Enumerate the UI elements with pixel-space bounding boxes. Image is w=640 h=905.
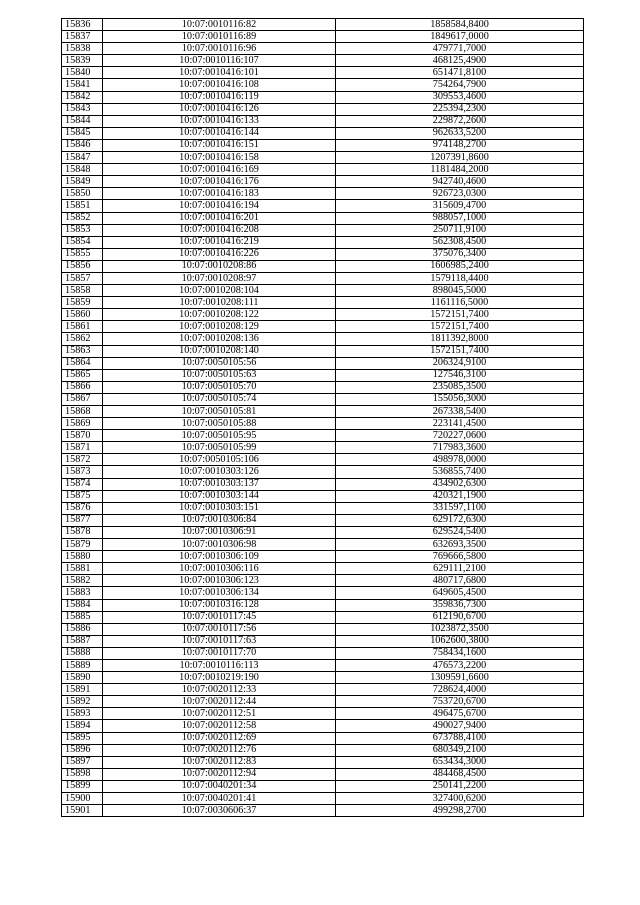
table-row bbox=[62, 744, 584, 756]
cadastral-number-cell: 10:07:0010416:201 bbox=[103, 212, 336, 224]
row-number-cell: 15856 bbox=[62, 260, 103, 272]
table-row bbox=[62, 514, 584, 526]
cadastral-value-cell: 717983,3600 bbox=[336, 442, 584, 454]
cadastral-value-cell: 309553,4600 bbox=[336, 91, 584, 103]
table-row bbox=[62, 684, 584, 696]
cadastral-number-cell: 10:07:0010416:176 bbox=[103, 176, 336, 188]
cadastral-number-cell: 10:07:0010306:109 bbox=[103, 551, 336, 563]
row-number-cell: 15891 bbox=[62, 684, 103, 696]
cadastral-number-cell: 10:07:0010416:126 bbox=[103, 103, 336, 115]
table-row bbox=[62, 321, 584, 333]
table-row bbox=[62, 127, 584, 139]
cadastral-value-cell: 250711,9100 bbox=[336, 224, 584, 236]
row-number-cell: 15846 bbox=[62, 139, 103, 151]
cadastral-value-cell: 480717,6800 bbox=[336, 575, 584, 587]
row-number-cell: 15884 bbox=[62, 599, 103, 611]
row-number-cell: 15850 bbox=[62, 188, 103, 200]
cadastral-value-cell: 499298,2700 bbox=[336, 805, 584, 817]
cadastral-number-cell: 10:07:0020112:44 bbox=[103, 696, 336, 708]
cadastral-value-cell: 229872,2600 bbox=[336, 115, 584, 127]
table-row bbox=[62, 272, 584, 284]
table-row bbox=[62, 478, 584, 490]
cadastral-number-cell: 10:07:0010416:183 bbox=[103, 188, 336, 200]
cadastral-value-cell: 680349,2100 bbox=[336, 744, 584, 756]
table-row bbox=[62, 611, 584, 623]
table-row bbox=[62, 623, 584, 635]
cadastral-number-cell: 10:07:0010303:151 bbox=[103, 502, 336, 514]
cadastral-value-cell: 1572151,7400 bbox=[336, 309, 584, 321]
cadastral-number-cell: 10:07:0010116:82 bbox=[103, 19, 336, 31]
cadastral-number-cell: 10:07:0010306:98 bbox=[103, 539, 336, 551]
cadastral-number-cell: 10:07:0010303:126 bbox=[103, 466, 336, 478]
cadastral-value-cell: 250141,2200 bbox=[336, 780, 584, 792]
row-number-cell: 15869 bbox=[62, 418, 103, 430]
cadastral-number-cell: 10:07:0010416:144 bbox=[103, 127, 336, 139]
table-row bbox=[62, 19, 584, 31]
cadastral-value-cell: 225394,2300 bbox=[336, 103, 584, 115]
row-number-cell: 15836 bbox=[62, 19, 103, 31]
cadastral-value-cell: 206324,9100 bbox=[336, 357, 584, 369]
cadastral-value-cell: 359836,7300 bbox=[336, 599, 584, 611]
cadastral-value-cell: 753720,6700 bbox=[336, 696, 584, 708]
cadastral-number-cell: 10:07:0010416:226 bbox=[103, 248, 336, 260]
cadastral-value-cell: 926723,0300 bbox=[336, 188, 584, 200]
cadastral-value-cell: 490027,9400 bbox=[336, 720, 584, 732]
table-row bbox=[62, 526, 584, 538]
table-row bbox=[62, 768, 584, 780]
table-row bbox=[62, 176, 584, 188]
cadastral-number-cell: 10:07:0010306:91 bbox=[103, 526, 336, 538]
table-row bbox=[62, 248, 584, 260]
table-row bbox=[62, 672, 584, 684]
table-row bbox=[62, 164, 584, 176]
row-number-cell: 15865 bbox=[62, 369, 103, 381]
cadastral-number-cell: 10:07:0010116:113 bbox=[103, 659, 336, 671]
cadastral-value-cell: 562308,4500 bbox=[336, 236, 584, 248]
cadastral-number-cell: 10:07:0050105:56 bbox=[103, 357, 336, 369]
cadastral-value-cell: 758434,1600 bbox=[336, 647, 584, 659]
table-row bbox=[62, 406, 584, 418]
row-number-cell: 15841 bbox=[62, 79, 103, 91]
cadastral-value-cell: 496475,6700 bbox=[336, 708, 584, 720]
cadastral-value-cell: 720227,0600 bbox=[336, 430, 584, 442]
row-number-cell: 15854 bbox=[62, 236, 103, 248]
row-number-cell: 15861 bbox=[62, 321, 103, 333]
cadastral-number-cell: 10:07:0020112:58 bbox=[103, 720, 336, 732]
cadastral-value-cell: 1811392,8000 bbox=[336, 333, 584, 345]
table-row bbox=[62, 575, 584, 587]
cadastral-number-cell: 10:07:0010416:108 bbox=[103, 79, 336, 91]
cadastral-number-cell: 10:07:0010117:63 bbox=[103, 635, 336, 647]
row-number-cell: 15889 bbox=[62, 659, 103, 671]
cadastral-number-cell: 10:07:0010416:208 bbox=[103, 224, 336, 236]
cadastral-number-cell: 10:07:0050105:95 bbox=[103, 430, 336, 442]
row-number-cell: 15845 bbox=[62, 127, 103, 139]
cadastral-number-cell: 10:07:0010306:84 bbox=[103, 514, 336, 526]
cadastral-number-cell: 10:07:0010208:140 bbox=[103, 345, 336, 357]
cadastral-number-cell: 10:07:0020112:69 bbox=[103, 732, 336, 744]
row-number-cell: 15860 bbox=[62, 309, 103, 321]
cadastral-number-cell: 10:07:0010306:134 bbox=[103, 587, 336, 599]
cadastral-value-cell: 420321,1900 bbox=[336, 490, 584, 502]
table-row bbox=[62, 212, 584, 224]
row-number-cell: 15885 bbox=[62, 611, 103, 623]
row-number-cell: 15872 bbox=[62, 454, 103, 466]
table-row bbox=[62, 152, 584, 164]
cadastral-value-cell: 651471,8100 bbox=[336, 67, 584, 79]
table-row bbox=[62, 502, 584, 514]
row-number-cell: 15898 bbox=[62, 768, 103, 780]
cadastral-value-cell: 1181484,2000 bbox=[336, 164, 584, 176]
table-row bbox=[62, 442, 584, 454]
cadastral-number-cell: 10:07:0010117:56 bbox=[103, 623, 336, 635]
row-number-cell: 15844 bbox=[62, 115, 103, 127]
table-row bbox=[62, 224, 584, 236]
row-number-cell: 15858 bbox=[62, 285, 103, 297]
cadastral-value-cell: 962633,5200 bbox=[336, 127, 584, 139]
cadastral-number-cell: 10:07:0010208:136 bbox=[103, 333, 336, 345]
row-number-cell: 15871 bbox=[62, 442, 103, 454]
table-row bbox=[62, 599, 584, 611]
cadastral-number-cell: 10:07:0010116:89 bbox=[103, 31, 336, 43]
row-number-cell: 15837 bbox=[62, 31, 103, 43]
row-number-cell: 15886 bbox=[62, 623, 103, 635]
row-number-cell: 15848 bbox=[62, 164, 103, 176]
cadastral-value-cell: 223141,4500 bbox=[336, 418, 584, 430]
cadastral-number-cell: 10:07:0010208:104 bbox=[103, 285, 336, 297]
cadastral-number-cell: 10:07:0010416:219 bbox=[103, 236, 336, 248]
cadastral-value-cell: 155056,3000 bbox=[336, 393, 584, 405]
table-row bbox=[62, 635, 584, 647]
table-row bbox=[62, 539, 584, 551]
row-number-cell: 15879 bbox=[62, 539, 103, 551]
cadastral-value-cell: 649605,4500 bbox=[336, 587, 584, 599]
row-number-cell: 15839 bbox=[62, 55, 103, 67]
cadastral-value-cell: 629111,2100 bbox=[336, 563, 584, 575]
table-row bbox=[62, 103, 584, 115]
cadastral-number-cell: 10:07:0010208:111 bbox=[103, 297, 336, 309]
cadastral-number-cell: 10:07:0010416:194 bbox=[103, 200, 336, 212]
cadastral-value-cell: 1572151,7400 bbox=[336, 321, 584, 333]
cadastral-value-cell: 653434,3000 bbox=[336, 756, 584, 768]
row-number-cell: 15853 bbox=[62, 224, 103, 236]
cadastral-value-cell: 1572151,7400 bbox=[336, 345, 584, 357]
row-number-cell: 15878 bbox=[62, 526, 103, 538]
cadastral-number-cell: 10:07:0010116:96 bbox=[103, 43, 336, 55]
cadastral-number-cell: 10:07:0040201:41 bbox=[103, 793, 336, 805]
table-row bbox=[62, 780, 584, 792]
table-row bbox=[62, 309, 584, 321]
cadastral-number-cell: 10:07:0050105:106 bbox=[103, 454, 336, 466]
row-number-cell: 15890 bbox=[62, 672, 103, 684]
row-number-cell: 15881 bbox=[62, 563, 103, 575]
table-row bbox=[62, 430, 584, 442]
row-number-cell: 15849 bbox=[62, 176, 103, 188]
cadastral-number-cell: 10:07:0010316:128 bbox=[103, 599, 336, 611]
cadastral-value-cell: 988057,1000 bbox=[336, 212, 584, 224]
cadastral-value-cell: 434902,6300 bbox=[336, 478, 584, 490]
cadastral-number-cell: 10:07:0010306:116 bbox=[103, 563, 336, 575]
cadastral-value-cell: 476573,2200 bbox=[336, 659, 584, 671]
table-row bbox=[62, 647, 584, 659]
cadastral-number-cell: 10:07:0010416:133 bbox=[103, 115, 336, 127]
table-row bbox=[62, 551, 584, 563]
row-number-cell: 15876 bbox=[62, 502, 103, 514]
cadastral-value-cell: 1849617,0000 bbox=[336, 31, 584, 43]
table-row bbox=[62, 381, 584, 393]
cadastral-number-cell: 10:07:0010116:107 bbox=[103, 55, 336, 67]
row-number-cell: 15852 bbox=[62, 212, 103, 224]
cadastral-value-cell: 1062600,3800 bbox=[336, 635, 584, 647]
cadastral-value-cell: 375076,3400 bbox=[336, 248, 584, 260]
row-number-cell: 15892 bbox=[62, 696, 103, 708]
cadastral-number-cell: 10:07:0030606:37 bbox=[103, 805, 336, 817]
table-row bbox=[62, 333, 584, 345]
table-row bbox=[62, 285, 584, 297]
cadastral-value-cell: 728624,4000 bbox=[336, 684, 584, 696]
cadastral-value-cell: 267338,5400 bbox=[336, 406, 584, 418]
cadastral-number-cell: 10:07:0010117:70 bbox=[103, 647, 336, 659]
cadastral-value-cell: 754264,7900 bbox=[336, 79, 584, 91]
cadastral-number-cell: 10:07:0010208:122 bbox=[103, 309, 336, 321]
cadastral-number-cell: 10:07:0010416:169 bbox=[103, 164, 336, 176]
cadastral-value-cell: 127546,3100 bbox=[336, 369, 584, 381]
cadastral-value-cell: 612190,6700 bbox=[336, 611, 584, 623]
table-row bbox=[62, 188, 584, 200]
row-number-cell: 15895 bbox=[62, 732, 103, 744]
cadastral-number-cell: 10:07:0010208:129 bbox=[103, 321, 336, 333]
table-row bbox=[62, 67, 584, 79]
cadastral-number-cell: 10:07:0010117:45 bbox=[103, 611, 336, 623]
row-number-cell: 15901 bbox=[62, 805, 103, 817]
cadastral-number-cell: 10:07:0020112:94 bbox=[103, 768, 336, 780]
table-row bbox=[62, 393, 584, 405]
table-row bbox=[62, 659, 584, 671]
cadastral-value-cell: 629524,5400 bbox=[336, 526, 584, 538]
cadastral-number-cell: 10:07:0010303:144 bbox=[103, 490, 336, 502]
row-number-cell: 15847 bbox=[62, 152, 103, 164]
table-row bbox=[62, 454, 584, 466]
row-number-cell: 15897 bbox=[62, 756, 103, 768]
cadastral-number-cell: 10:07:0020112:76 bbox=[103, 744, 336, 756]
cadastral-number-cell: 10:07:0010416:101 bbox=[103, 67, 336, 79]
cadastral-value-cell: 629172,6300 bbox=[336, 514, 584, 526]
row-number-cell: 15843 bbox=[62, 103, 103, 115]
table-row bbox=[62, 43, 584, 55]
cadastral-number-cell: 10:07:0020112:83 bbox=[103, 756, 336, 768]
table-row bbox=[62, 357, 584, 369]
table-row bbox=[62, 115, 584, 127]
cadastral-value-cell: 536855,7400 bbox=[336, 466, 584, 478]
cadastral-number-cell: 10:07:0040201:34 bbox=[103, 780, 336, 792]
cadastral-number-cell: 10:07:0050105:88 bbox=[103, 418, 336, 430]
cadastral-number-cell: 10:07:0050105:74 bbox=[103, 393, 336, 405]
cadastral-value-cell: 1161116,5000 bbox=[336, 297, 584, 309]
row-number-cell: 15893 bbox=[62, 708, 103, 720]
table-row bbox=[62, 236, 584, 248]
row-number-cell: 15888 bbox=[62, 647, 103, 659]
cadastral-value-cell: 468125,4900 bbox=[336, 55, 584, 67]
table-row bbox=[62, 587, 584, 599]
table-row bbox=[62, 31, 584, 43]
cadastral-value-cell: 898045,5000 bbox=[336, 285, 584, 297]
row-number-cell: 15877 bbox=[62, 514, 103, 526]
row-number-cell: 15868 bbox=[62, 406, 103, 418]
cadastral-number-cell: 10:07:0010208:86 bbox=[103, 260, 336, 272]
cadastral-value-cell: 673788,4100 bbox=[336, 732, 584, 744]
cadastral-number-cell: 10:07:0020112:33 bbox=[103, 684, 336, 696]
table-row bbox=[62, 139, 584, 151]
table-row bbox=[62, 490, 584, 502]
row-number-cell: 15887 bbox=[62, 635, 103, 647]
table-row bbox=[62, 79, 584, 91]
table-row bbox=[62, 732, 584, 744]
cadastral-value-cell: 327400,6200 bbox=[336, 793, 584, 805]
cadastral-number-cell: 10:07:0010219:190 bbox=[103, 672, 336, 684]
table-row bbox=[62, 260, 584, 272]
row-number-cell: 15864 bbox=[62, 357, 103, 369]
table-row bbox=[62, 466, 584, 478]
cadastral-value-cell: 1309591,6600 bbox=[336, 672, 584, 684]
row-number-cell: 15867 bbox=[62, 393, 103, 405]
row-number-cell: 15882 bbox=[62, 575, 103, 587]
cadastral-number-cell: 10:07:0010208:97 bbox=[103, 272, 336, 284]
row-number-cell: 15866 bbox=[62, 381, 103, 393]
table-row bbox=[62, 91, 584, 103]
row-number-cell: 15862 bbox=[62, 333, 103, 345]
cadastral-value-cell: 315609,4700 bbox=[336, 200, 584, 212]
cadastral-value-cell: 1858584,8400 bbox=[336, 19, 584, 31]
cadastral-value-cell: 632693,3500 bbox=[336, 539, 584, 551]
table-row bbox=[62, 418, 584, 430]
cadastral-value-cell: 479771,7000 bbox=[336, 43, 584, 55]
cadastral-value-table bbox=[61, 18, 584, 817]
table-row bbox=[62, 200, 584, 212]
cadastral-value-cell: 974148,2700 bbox=[336, 139, 584, 151]
table-row bbox=[62, 297, 584, 309]
cadastral-number-cell: 10:07:0010416:119 bbox=[103, 91, 336, 103]
row-number-cell: 15899 bbox=[62, 780, 103, 792]
table-row bbox=[62, 720, 584, 732]
cadastral-value-cell: 769666,5800 bbox=[336, 551, 584, 563]
row-number-cell: 15855 bbox=[62, 248, 103, 260]
cadastral-number-cell: 10:07:0020112:51 bbox=[103, 708, 336, 720]
row-number-cell: 15859 bbox=[62, 297, 103, 309]
table-row bbox=[62, 55, 584, 67]
table-row bbox=[62, 563, 584, 575]
row-number-cell: 15874 bbox=[62, 478, 103, 490]
cadastral-value-cell: 331597,1100 bbox=[336, 502, 584, 514]
cadastral-number-cell: 10:07:0050105:99 bbox=[103, 442, 336, 454]
cadastral-value-cell: 235085,3500 bbox=[336, 381, 584, 393]
cadastral-value-cell: 498978,0000 bbox=[336, 454, 584, 466]
row-number-cell: 15883 bbox=[62, 587, 103, 599]
row-number-cell: 15857 bbox=[62, 272, 103, 284]
row-number-cell: 15840 bbox=[62, 67, 103, 79]
row-number-cell: 15838 bbox=[62, 43, 103, 55]
cadastral-value-cell: 1606985,2400 bbox=[336, 260, 584, 272]
table-row bbox=[62, 345, 584, 357]
row-number-cell: 15863 bbox=[62, 345, 103, 357]
cadastral-number-cell: 10:07:0050105:70 bbox=[103, 381, 336, 393]
table-row bbox=[62, 793, 584, 805]
cadastral-number-cell: 10:07:0050105:81 bbox=[103, 406, 336, 418]
row-number-cell: 15900 bbox=[62, 793, 103, 805]
cadastral-number-cell: 10:07:0010306:123 bbox=[103, 575, 336, 587]
cadastral-number-cell: 10:07:0010416:158 bbox=[103, 152, 336, 164]
table-row bbox=[62, 696, 584, 708]
cadastral-value-cell: 1207391,8600 bbox=[336, 152, 584, 164]
table-row bbox=[62, 369, 584, 381]
row-number-cell: 15851 bbox=[62, 200, 103, 212]
cadastral-value-cell: 1023872,3500 bbox=[336, 623, 584, 635]
cadastral-number-cell: 10:07:0010416:151 bbox=[103, 139, 336, 151]
table-row bbox=[62, 756, 584, 768]
row-number-cell: 15842 bbox=[62, 91, 103, 103]
row-number-cell: 15880 bbox=[62, 551, 103, 563]
row-number-cell: 15873 bbox=[62, 466, 103, 478]
row-number-cell: 15875 bbox=[62, 490, 103, 502]
cadastral-value-cell: 484468,4500 bbox=[336, 768, 584, 780]
row-number-cell: 15896 bbox=[62, 744, 103, 756]
row-number-cell: 15870 bbox=[62, 430, 103, 442]
cadastral-value-cell: 942740,4600 bbox=[336, 176, 584, 188]
table-body bbox=[62, 19, 584, 817]
cadastral-number-cell: 10:07:0010303:137 bbox=[103, 478, 336, 490]
table-row bbox=[62, 805, 584, 817]
cadastral-number-cell: 10:07:0050105:63 bbox=[103, 369, 336, 381]
cadastral-value-cell: 1579118,4400 bbox=[336, 272, 584, 284]
row-number-cell: 15894 bbox=[62, 720, 103, 732]
table-row bbox=[62, 708, 584, 720]
